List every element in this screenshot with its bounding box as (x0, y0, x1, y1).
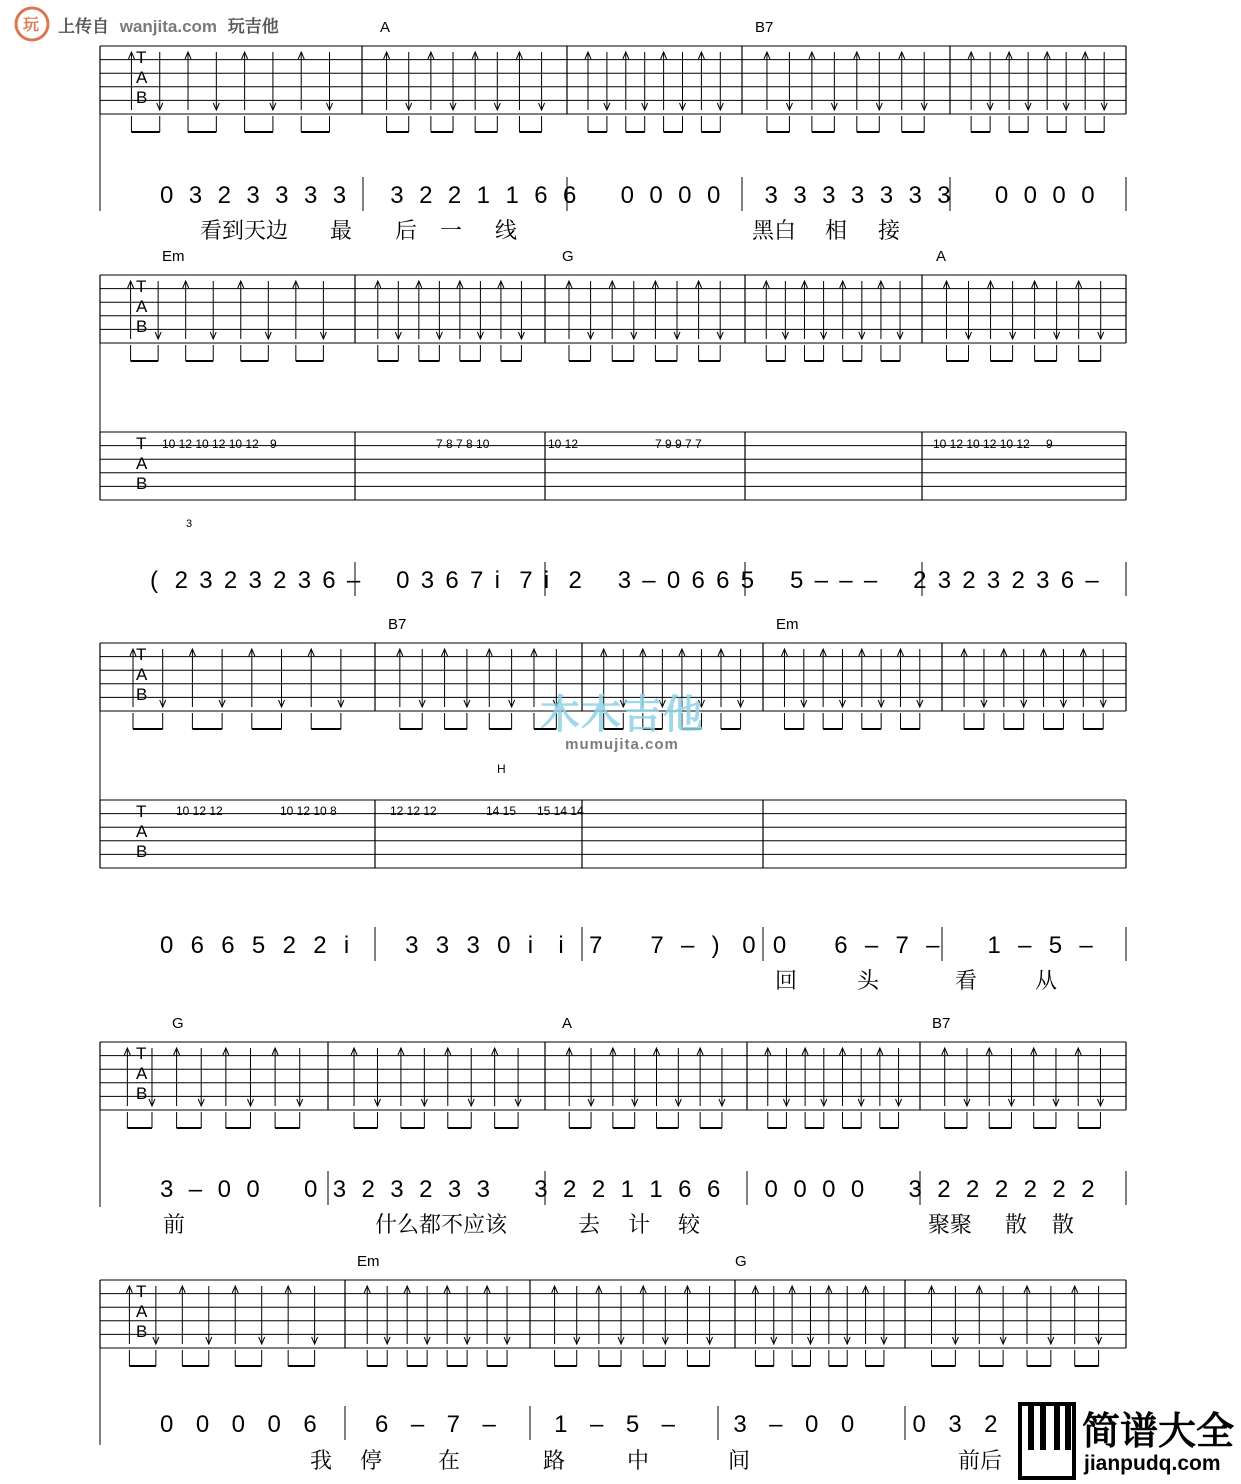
jianpu-note: 2 (419, 182, 433, 209)
fret-number: 10 12 10 8 (280, 804, 337, 818)
jianpu-note: – (680, 932, 695, 959)
jianpu-note: – (590, 1411, 604, 1438)
jianpu-note: 3 (199, 567, 213, 594)
jianpu-note: 7 (895, 932, 909, 959)
fret-number: 14 15 (486, 804, 517, 818)
sys2-tab-letter: B (136, 317, 148, 336)
jianpu-note: 3 (248, 567, 262, 594)
lyric-text: 看到天边 (200, 219, 289, 244)
jianpu-note: 1 (649, 1176, 663, 1203)
jianpu-note: 2 (937, 1176, 951, 1203)
guitar-logo-icon (14, 6, 54, 42)
jianpu-note: 0 (840, 1411, 855, 1438)
lyric-text: 后 (395, 219, 418, 244)
jianpu-note: i (558, 932, 564, 959)
sys1-tab-letter: A (136, 68, 148, 87)
chord-label: A (380, 19, 391, 36)
watermark (540, 683, 704, 753)
fret-number: 10 12 10 12 10 12 (933, 437, 1030, 451)
jianpu-note: 2 (447, 182, 462, 209)
jianpu-note: 3 (390, 1176, 404, 1203)
sys3-tab-letter: T (136, 645, 147, 664)
jianpu-note: 3 (879, 182, 894, 209)
brand-label: 玩吉他 (227, 17, 279, 36)
sys3-tab-letter: B (136, 842, 148, 861)
sys2-strum-staff (100, 275, 1126, 440)
chord-label: G (562, 248, 574, 265)
jianpu-note: 6 (834, 932, 848, 959)
jianpu-note: 3 (986, 567, 1001, 594)
jianpu-note: 3 (617, 567, 632, 594)
jianpu-note: 0 (1023, 182, 1037, 209)
lyric-text: 我 (310, 1449, 333, 1474)
jianpu-note: – (1018, 932, 1032, 959)
fret-number: 10 12 12 (176, 804, 223, 818)
jianpu-note: 3 (850, 182, 865, 209)
sys3-tab-letter: A (136, 665, 148, 684)
jianpu-note: 7 (470, 567, 484, 594)
jianpu-note: 0 (1081, 182, 1095, 209)
lyric-text: 一 (440, 219, 463, 244)
jianpu-note: 0 (160, 932, 174, 959)
fret-number: 9 (270, 437, 277, 451)
jianpu-note: 6 (322, 567, 336, 594)
jianpu-note: 1 (476, 182, 491, 209)
chord-label: A (936, 248, 947, 265)
jianpu-note: 2 (313, 932, 327, 959)
jianpu-note: 3 (466, 932, 480, 959)
jianpu-note: 5 (251, 932, 266, 959)
chord-label: A (562, 1015, 573, 1032)
jianpu-note: – (410, 1411, 425, 1438)
jianpu-note: 1 (505, 182, 519, 209)
sys1-tab-letter: T (136, 48, 147, 67)
jianpu-note: 3 (332, 1176, 347, 1203)
fret-number: 7 9 9 7 7 (655, 437, 702, 451)
svg-text:玩: 玩 (23, 15, 40, 34)
jianpu-note: 7 (519, 567, 533, 594)
jianpu-note: 2 (966, 1176, 980, 1203)
fret-number: 9 (1046, 437, 1053, 451)
jianpu-note: 2 (962, 567, 976, 594)
tuplet-mark: 3 (186, 518, 193, 530)
footer-brand[interactable] (1016, 1398, 1241, 1484)
jianpu-note: ) (711, 932, 720, 959)
jianpu-note: 5 (740, 567, 755, 594)
jianpu-note: 3 (1036, 567, 1050, 594)
lyric-text: 散 (1052, 1213, 1075, 1238)
jianpu-note: 7 (650, 932, 664, 959)
jianpu-note: 1 (987, 932, 1001, 959)
chord-label: B7 (388, 616, 407, 633)
jianpu-note: 2 (361, 1176, 375, 1203)
chord-label: B7 (755, 19, 774, 36)
jianpu-note: 0 (805, 1411, 819, 1438)
sys5-strum-staff (100, 1280, 1126, 1445)
sys4-tab-letter: T (136, 1044, 147, 1063)
sys3-melody-staff (100, 800, 1126, 868)
jianpu-note: 1 (554, 1411, 568, 1438)
jianpu-note: 3 (733, 1411, 747, 1438)
lyric-text: 去 (578, 1213, 601, 1238)
jianpu-note: 0 (994, 182, 1009, 209)
jianpu-note: 3 (275, 182, 289, 209)
sys2-tab-letter: T (136, 277, 147, 296)
sys1-tab-letter: B (136, 88, 148, 107)
jianpu-note: – (864, 932, 879, 959)
jianpu-note: 2 (1052, 1176, 1066, 1203)
jianpu-note: 0 (396, 567, 410, 594)
jianpu-note: – (769, 1411, 783, 1438)
jianpu-note: 6 (445, 567, 459, 594)
lyric-text: 接 (878, 219, 901, 244)
jianpu-note: 3 (160, 1176, 174, 1203)
jianpu-note: 3 (822, 182, 836, 209)
jianpu-note: – (188, 1176, 203, 1203)
lyric-text: 回 (775, 969, 798, 994)
hammer-on-mark: H (497, 762, 506, 776)
jianpu-note: 2 (273, 567, 287, 594)
sys3-tab-letter: B (136, 685, 148, 704)
fret-number: 12 12 12 (390, 804, 437, 818)
lyric-text: 在 (438, 1449, 461, 1474)
jianpu-note: 0 (246, 1176, 260, 1203)
jianpu-note: 2 (174, 567, 188, 594)
jianpu-note: 6 (1060, 567, 1075, 594)
jianpu-note: – (1079, 932, 1093, 959)
jianpu-note: – (863, 567, 878, 594)
jianpu-note: 1 (620, 1176, 634, 1203)
lyric-text: 黑白 (752, 219, 797, 244)
lyric-text: 间 (728, 1449, 751, 1474)
fret-number: 10 12 (548, 437, 579, 451)
jianpu-note: 3 (534, 1176, 548, 1203)
jianpu-note: 0 (231, 1411, 246, 1438)
jianpu-note: – (839, 567, 853, 594)
sys2-tab-letter: A (136, 454, 148, 473)
jianpu-note: 0 (267, 1411, 281, 1438)
jianpu-note: 0 (217, 1176, 231, 1203)
jianpu-note: 3 (390, 182, 404, 209)
sys3-tab-letter: T (136, 802, 147, 821)
jianpu-note: 3 (764, 182, 778, 209)
lyric-text: 前 (163, 1213, 186, 1238)
jianpu-note: 0 (772, 932, 787, 959)
fret-number: 15 14 14 (537, 804, 584, 818)
jianpu-note: ( (150, 567, 158, 594)
fret-number: 7 8 7 8 10 (436, 437, 490, 451)
jianpu-note: – (814, 567, 828, 594)
chord-label: G (735, 1253, 747, 1270)
jianpu-note: 6 (534, 182, 548, 209)
jianpu-note: 0 (764, 1176, 778, 1203)
jianpu-note: 0 (822, 1176, 836, 1203)
jianpu-note: 3 (435, 932, 450, 959)
jianpu-note: 5 (790, 567, 804, 594)
jianpu-note: 0 (303, 1176, 318, 1203)
jianpu-note: 6 (691, 567, 705, 594)
lyric-text: 什么都不应该 (375, 1213, 508, 1238)
lyric-text: 路 (543, 1449, 566, 1474)
sys5-tab-letter: T (136, 1282, 147, 1301)
jianpu-note: 2 (1023, 1176, 1037, 1203)
jianpu-note: 2 (994, 1176, 1009, 1203)
jianpu-note: 3 (908, 1176, 922, 1203)
jianpu-note: – (926, 932, 940, 959)
jianpu-note: 3 (937, 182, 951, 209)
header-text (58, 12, 279, 37)
jianpu-note: 2 (913, 567, 927, 594)
jianpu-note: 2 (419, 1176, 433, 1203)
sys3-tab-letter: A (136, 822, 148, 841)
jianpu-note: 2 (1011, 567, 1025, 594)
jianpu-note: 6 (221, 932, 235, 959)
jianpu-note: 2 (563, 1176, 577, 1203)
jianpu-note: 3 (246, 182, 260, 209)
jianpu-note: 3 (948, 1411, 962, 1438)
jianpu-note: 0 (649, 182, 663, 209)
jianpu-note: 3 (405, 932, 419, 959)
jianpu-note: i (527, 932, 534, 959)
jianpu-note: 2 (984, 1411, 998, 1438)
jianpu-note: – (1085, 567, 1099, 594)
footer-url[interactable]: jianpudq.com (1084, 1452, 1221, 1475)
upload-label: 上传自 (58, 17, 109, 36)
lyric-text: 线 (495, 219, 518, 244)
sys5-tab-letter: B (136, 1322, 148, 1341)
sys4-tab-letter: A (136, 1064, 148, 1083)
jianpu-note: 0 (678, 182, 692, 209)
lyric-text: 看 (955, 969, 978, 994)
lyric-text: 聚聚 (928, 1213, 973, 1238)
lyric-text: 从 (1035, 969, 1058, 994)
jianpu-note: 6 (563, 182, 577, 209)
footer-title: 简谱大全 (1082, 1409, 1235, 1453)
lyric-text: 中 (627, 1449, 650, 1474)
jianpu-note: 2 (1081, 1176, 1095, 1203)
jianpu-note: 3 (793, 182, 807, 209)
jianpu-note: – (661, 1411, 676, 1438)
jianpu-note: 2 (591, 1176, 606, 1203)
jianpu-note: 6 (678, 1176, 692, 1203)
jianpu-note: – (482, 1411, 496, 1438)
jianpu-note: 0 (793, 1176, 807, 1203)
fret-number: 10 12 10 12 10 12 (162, 437, 259, 451)
jianpu-note: 7 (446, 1411, 461, 1438)
jianpu-note: 0 (706, 182, 721, 209)
lyric-text: 较 (678, 1213, 701, 1238)
jianpu-note: 2 (223, 567, 238, 594)
jianpu-note: 2 (568, 567, 582, 594)
lyric-text: 散 (1005, 1213, 1028, 1238)
jianpu-note: 3 (297, 567, 312, 594)
jianpu-note: 3 (332, 182, 347, 209)
jianpu-note: 0 (195, 1411, 210, 1438)
jianpu-note: i (343, 932, 350, 959)
jianpu-note: 3 (447, 1176, 462, 1203)
lyric-text: 计 (628, 1213, 651, 1238)
jianpu-note: 0 (160, 182, 174, 209)
chord-label: B7 (932, 1015, 951, 1032)
jianpu-note: 0 (1052, 182, 1066, 209)
watermark-main: 木木吉他 (540, 693, 704, 737)
jianpu-note: – (346, 567, 361, 594)
jianpu-note: 0 (160, 1411, 174, 1438)
chord-label: G (172, 1015, 184, 1032)
jianpu-note: 0 (742, 932, 756, 959)
jianpu-note: 3 (303, 182, 318, 209)
jianpu-note: i (543, 567, 550, 594)
jianpu-note: 5 (625, 1411, 640, 1438)
jianpu-note: 0 (666, 567, 681, 594)
watermark-sub: mumujita.com (565, 736, 679, 753)
jianpu-note: 6 (375, 1411, 389, 1438)
jianpu-note: i (494, 567, 500, 594)
jianpu-note: 7 (589, 932, 603, 959)
jianpu-note: – (642, 567, 656, 594)
lyric-text: 相 (825, 219, 848, 244)
jianpu-note: 0 (497, 932, 511, 959)
jianpu-note: 5 (1048, 932, 1063, 959)
chord-label: Em (357, 1253, 380, 1270)
jianpu-note: 2 (282, 932, 296, 959)
sys2-tab-letter: B (136, 474, 148, 493)
lyric-text: 最 (330, 219, 353, 244)
jianpu-note: 3 (420, 567, 435, 594)
piano-keys-icon (1018, 1402, 1078, 1482)
jianpu-note: 3 (188, 182, 203, 209)
jianpu-note: 3 (937, 567, 952, 594)
lyric-text: 前后 (958, 1449, 1003, 1474)
chord-label: Em (162, 248, 185, 265)
jianpu-note: 0 (850, 1176, 865, 1203)
sys2-tab-letter: A (136, 297, 148, 316)
jianpu-note: 6 (190, 932, 205, 959)
jianpu-note: 2 (217, 182, 231, 209)
sys2-tab-letter: T (136, 434, 147, 453)
jianpu-note: 6 (706, 1176, 721, 1203)
jianpu-note: 3 (908, 182, 922, 209)
chord-label: Em (776, 616, 799, 633)
lyric-text: 停 (360, 1449, 383, 1474)
sys5-tab-letter: A (136, 1302, 148, 1321)
jianpu-note: 3 (476, 1176, 491, 1203)
jianpu-note: 0 (620, 182, 634, 209)
jianpu-note: 6 (303, 1411, 317, 1438)
jianpu-note: 6 (716, 567, 730, 594)
lyric-text: 头 (857, 969, 880, 994)
sys4-tab-letter: B (136, 1084, 148, 1103)
site-link[interactable]: wanjita.com (119, 17, 218, 36)
jianpu-note: 0 (912, 1411, 926, 1438)
